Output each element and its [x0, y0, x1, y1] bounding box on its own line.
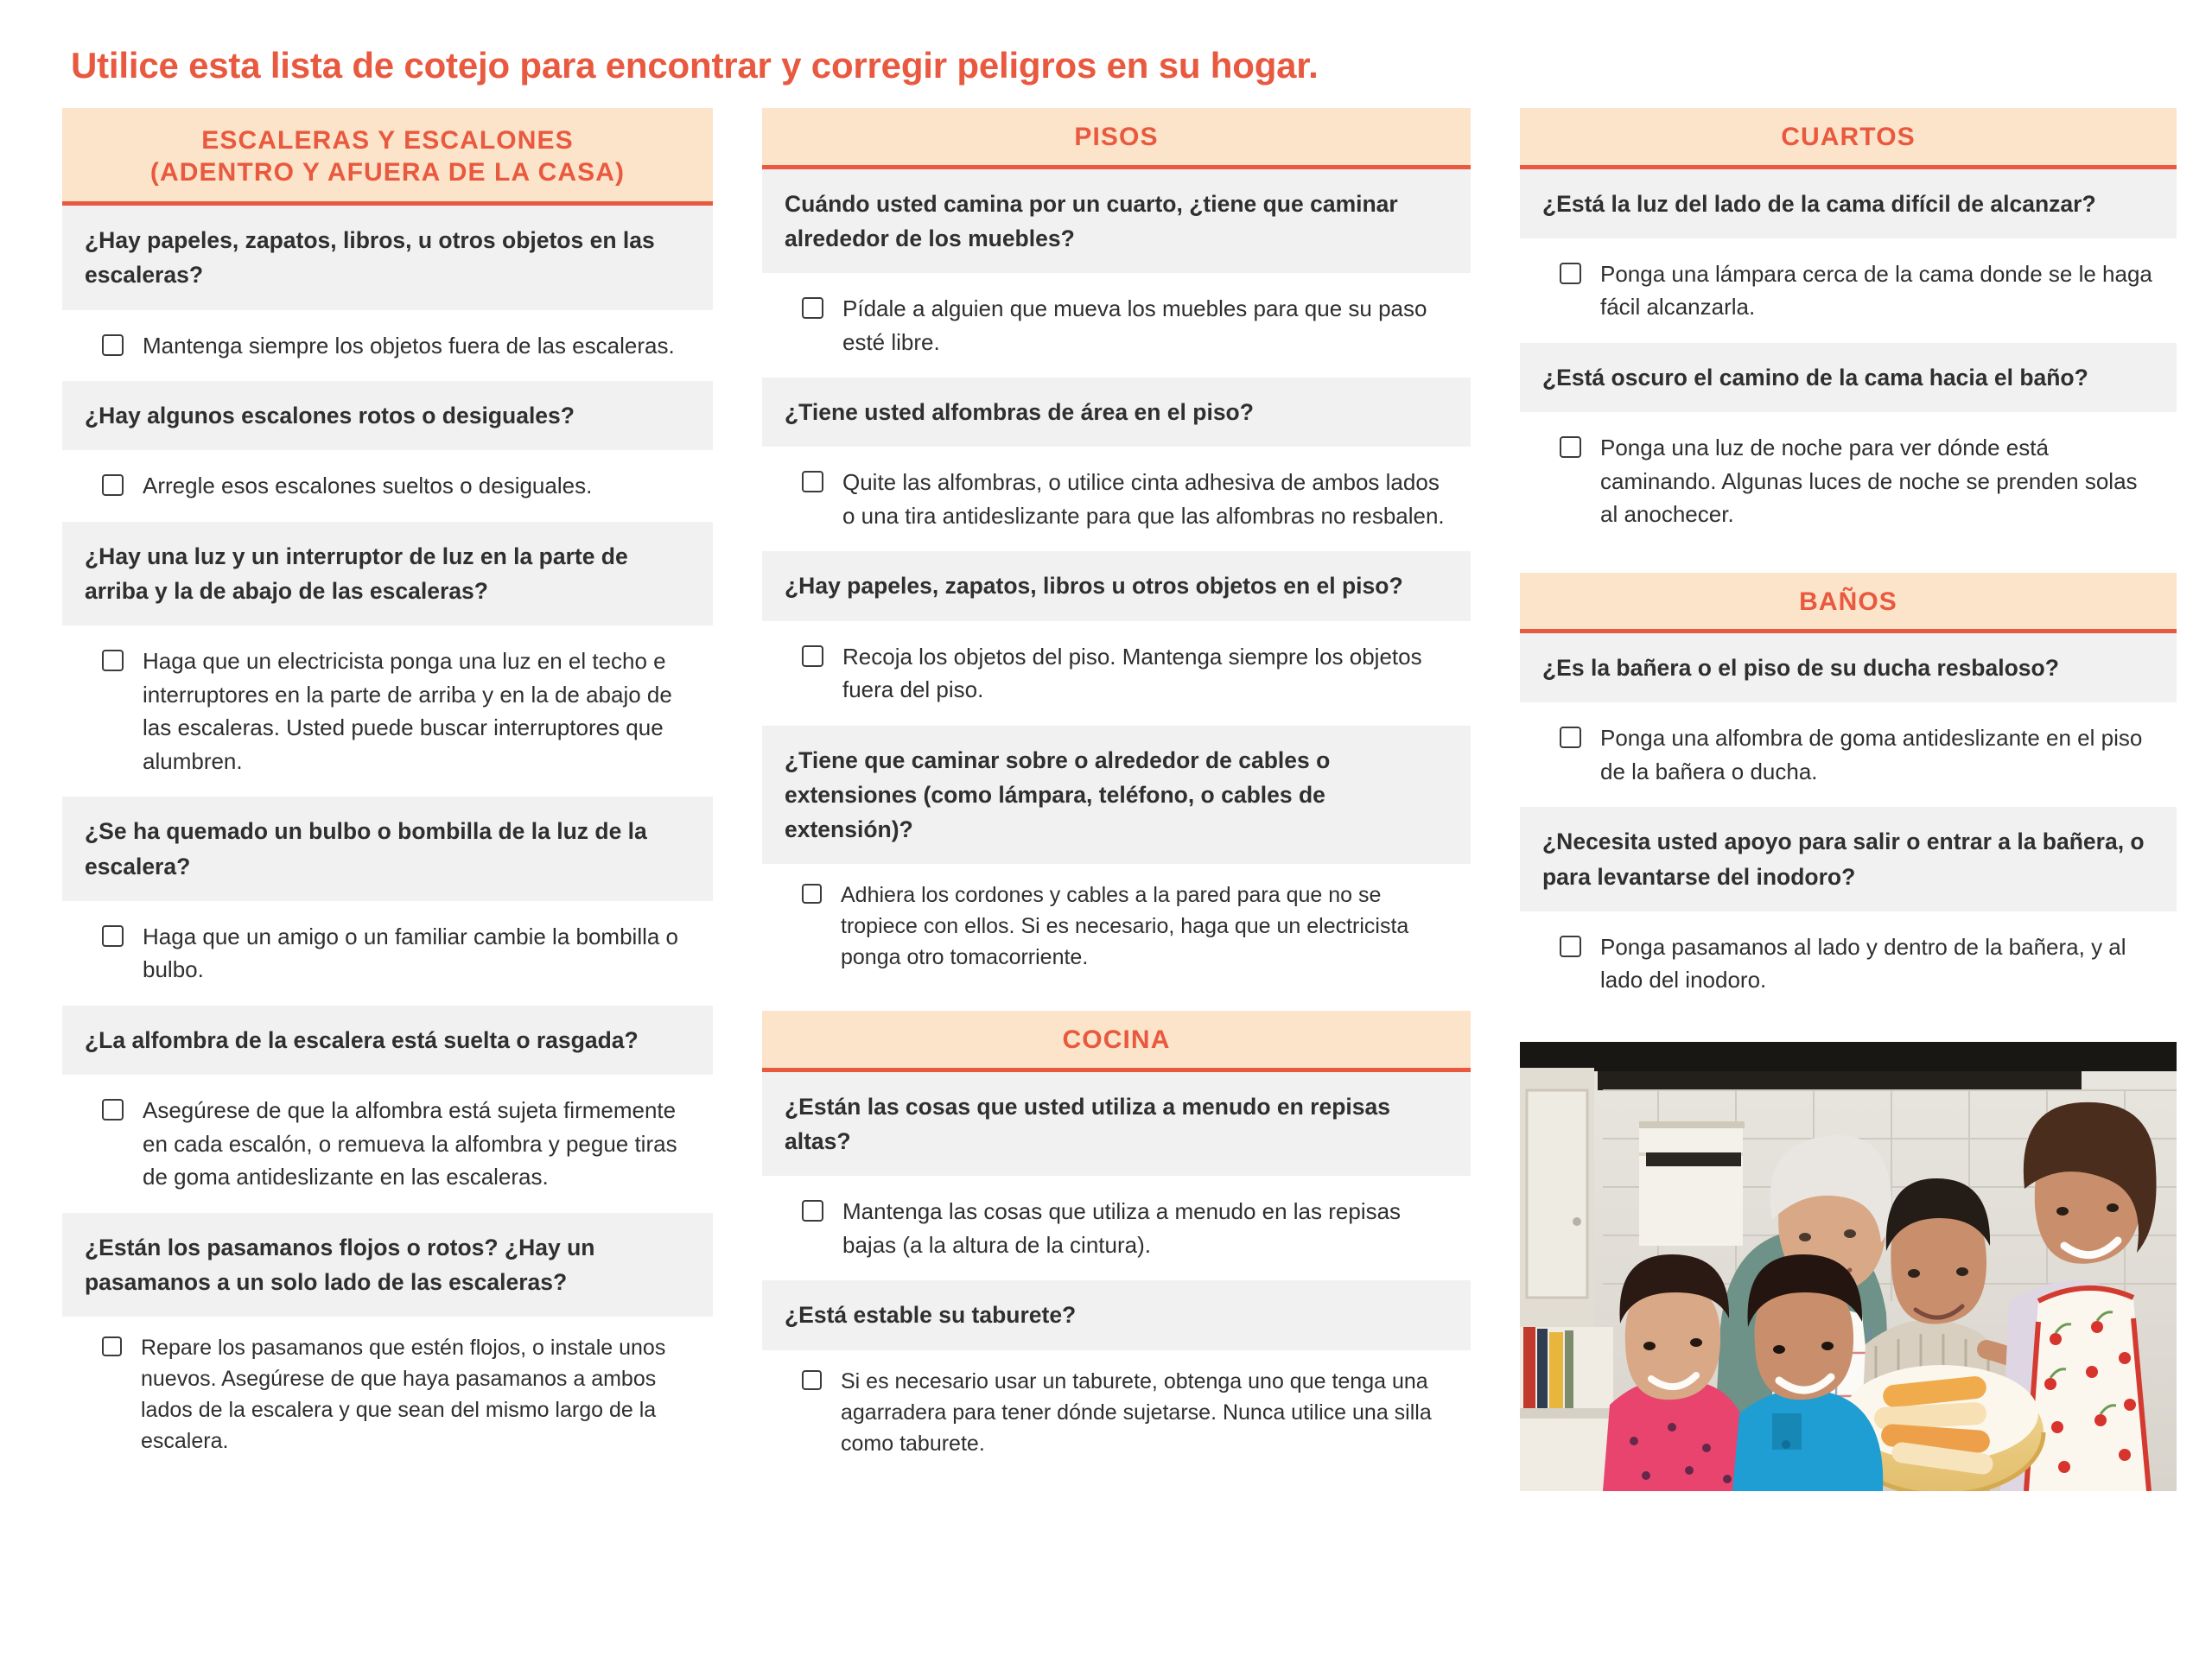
section-header-banos [1520, 573, 2177, 634]
section-title: COCINA [1062, 1025, 1171, 1055]
question-text: Cuándo usted camina por un cuarto, ¿tiene que caminar alrededor de los muebles? [762, 169, 1471, 274]
section-title: CUARTOS [1781, 123, 1916, 152]
checkbox-icon[interactable] [802, 645, 823, 667]
question-text: ¿Tiene que caminar sobre o alrededor de cables o extensiones (como lámpara, teléfono, o cables de extensión)? [762, 726, 1471, 865]
answer-text: Arregle esos escalones sueltos o desiguales. [143, 473, 593, 499]
page-title: Utilice esta lista de cotejo para encontrar y corregir peligros en su hogar. [71, 45, 1319, 86]
family-in-kitchen-photo [1520, 1042, 2177, 1491]
answer-text: Mantenga siempre los objetos fuera de las escaleras. [143, 332, 675, 359]
checklist-columns [62, 108, 2150, 1491]
column-rooms-baths [1520, 108, 2177, 1491]
section-title: BAÑOS [1799, 587, 1897, 616]
checkbox-icon[interactable] [1560, 727, 1581, 748]
section-escaleras [62, 108, 713, 1472]
question-text: ¿Hay papeles, zapatos, libros, u otros objetos en las escaleras? [62, 206, 713, 310]
answer-text: Mantenga las cosas que utiliza a menudo en las repisas bajas (a la altura de la cintura). [842, 1198, 1402, 1258]
question-text: ¿Está estable su taburete? [762, 1280, 1471, 1349]
answer-row[interactable] [1520, 702, 2177, 807]
question-text: ¿Hay una luz y un interruptor de luz en la parte de arriba y la de abajo de las escaleras? [62, 522, 713, 626]
section-header-pisos [762, 108, 1471, 169]
answer-row[interactable] [62, 1075, 713, 1212]
answer-row[interactable] [762, 273, 1471, 378]
question-text: ¿Hay papeles, zapatos, libros u otros objetos en el piso? [762, 551, 1471, 620]
checkbox-icon[interactable] [1560, 263, 1581, 284]
answer-text: Asegúrese de que la alfombra está sujeta firmemente en cada escalón, o remueva la alfombra y pegue tiras de goma antideslizante en las escaleras. [143, 1097, 677, 1190]
column-floors-kitchen [762, 108, 1471, 1475]
answer-row[interactable] [762, 864, 1471, 988]
section-header-cocina [762, 1011, 1471, 1072]
answer-row[interactable] [762, 621, 1471, 726]
checkbox-icon[interactable] [802, 297, 823, 319]
answer-row[interactable] [62, 1317, 713, 1472]
section-header-escaleras [62, 108, 713, 206]
section-subtitle: (ADENTRO Y AFUERA DE LA CASA) [149, 157, 626, 187]
answer-text: Ponga una alfombra de goma antideslizante en el piso de la bañera o ducha. [1600, 725, 2143, 784]
column-stairs [62, 108, 713, 1472]
question-text: ¿Está oscuro el camino de la cama hacia el baño? [1520, 343, 2177, 412]
answer-row[interactable] [1520, 238, 2177, 343]
checkbox-icon[interactable] [102, 650, 124, 671]
checkbox-icon[interactable] [802, 1370, 822, 1390]
section-title: ESCALERAS Y ESCALONES [201, 126, 574, 156]
answer-row[interactable] [762, 1176, 1471, 1280]
section-banos [1520, 573, 2177, 1016]
question-text: ¿Hay algunos escalones rotos o desiguales? [62, 381, 713, 450]
answer-text: Pídale a alguien que mueva los muebles para que su paso esté libre. [842, 295, 1427, 355]
answer-row[interactable] [62, 310, 713, 381]
question-text: ¿Está la luz del lado de la cama difícil de alcanzar? [1520, 169, 2177, 238]
answer-text: Ponga una luz de noche para ver dónde está caminando. Algunas luces de noche se prenden solas al anochecer. [1600, 435, 2138, 528]
question-text: ¿Tiene usted alfombras de área en el piso? [762, 378, 1471, 447]
answer-row[interactable] [762, 447, 1471, 551]
answer-text: Repare los pasamanos que estén flojos, o instale unos nuevos. Asegúrese de que haya pasamanos a ambos lados de la escalera y que sean del mismo largo de la escalera. [141, 1336, 666, 1454]
answer-row[interactable] [62, 625, 713, 797]
checkbox-icon[interactable] [802, 1200, 823, 1222]
question-text: ¿Se ha quemado un bulbo o bombilla de la luz de la escalera? [62, 797, 713, 901]
answer-text: Recoja los objetos del piso. Mantenga siempre los objetos fuera del piso. [842, 643, 1422, 703]
checkbox-icon[interactable] [102, 334, 124, 356]
answer-text: Haga que un electricista ponga una luz en el techo e interruptores en la parte de arriba y en la de abajo de las escaleras. Usted puede buscar interruptores que alumbren. [143, 648, 672, 774]
question-text: ¿Necesita usted apoyo para salir o entrar a la bañera, o para levantarse del inodoro? [1520, 807, 2177, 911]
answer-row[interactable] [762, 1350, 1471, 1475]
question-text: ¿Es la bañera o el piso de su ducha resbaloso? [1520, 633, 2177, 702]
checkbox-icon[interactable] [102, 474, 124, 496]
checkbox-icon[interactable] [102, 1336, 122, 1356]
answer-row[interactable] [1520, 911, 2177, 1016]
section-pisos [762, 108, 1471, 988]
checkbox-icon[interactable] [802, 884, 822, 904]
question-text: ¿La alfombra de la escalera está suelta o rasgada? [62, 1006, 713, 1075]
answer-text: Haga que un amigo o un familiar cambie la bombilla o bulbo. [143, 923, 679, 983]
question-text: ¿Están los pasamanos flojos o rotos? ¿Hay un pasamanos a un solo lado de las escaleras? [62, 1213, 713, 1317]
section-title: PISOS [1074, 123, 1159, 152]
answer-text: Ponga una lámpara cerca de la cama donde se le haga fácil alcanzarla. [1600, 260, 2152, 321]
answer-row[interactable] [62, 450, 713, 521]
answer-text: Si es necesario usar un taburete, obtenga uno que tenga una agarradera para tener dónde sujetarse. Nunca utilice una silla como taburete. [841, 1368, 1432, 1456]
section-cocina [762, 1011, 1471, 1474]
question-text: ¿Están las cosas que usted utiliza a menudo en repisas altas? [762, 1072, 1471, 1177]
answer-row[interactable] [62, 901, 713, 1006]
answer-text: Quite las alfombras, o utilice cinta adhesiva de ambos lados o una tira antideslizante para que las alfombras no resbalen. [842, 469, 1445, 529]
checkbox-icon[interactable] [102, 1099, 124, 1121]
answer-text: Adhiera los cordones y cables a la pared para que no se tropiece con ellos. Si es necesario, haga que un electricista ponga otro tomacorriente. [841, 883, 1409, 970]
checkbox-icon[interactable] [802, 471, 823, 492]
checkbox-icon[interactable] [102, 925, 124, 947]
section-cuartos [1520, 108, 2177, 549]
answer-row[interactable] [1520, 412, 2177, 549]
section-header-cuartos [1520, 108, 2177, 169]
checkbox-icon[interactable] [1560, 436, 1581, 458]
answer-text: Ponga pasamanos al lado y dentro de la bañera, y al lado del inodoro. [1600, 933, 2126, 994]
checkbox-icon[interactable] [1560, 936, 1581, 957]
